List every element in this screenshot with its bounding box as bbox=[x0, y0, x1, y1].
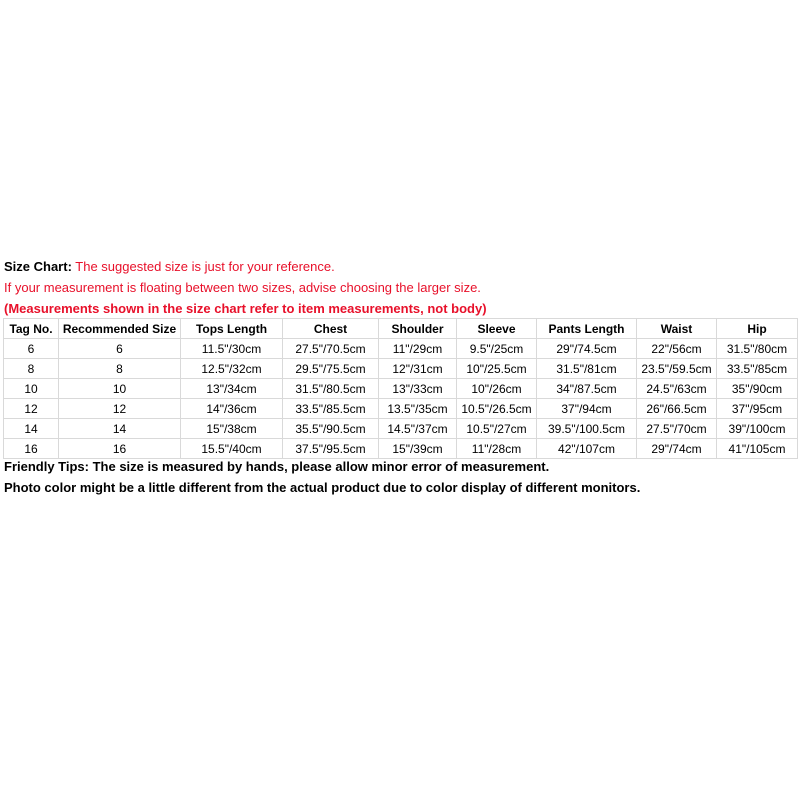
table-cell: 11"/29cm bbox=[379, 339, 457, 359]
table-cell: 35.5"/90.5cm bbox=[283, 419, 379, 439]
table-cell: 39"/100cm bbox=[717, 419, 798, 439]
table-row bbox=[4, 419, 798, 439]
table-cell: 10"/26cm bbox=[457, 379, 537, 399]
table-cell: 42"/107cm bbox=[537, 439, 637, 459]
table-cell: 35"/90cm bbox=[717, 379, 798, 399]
column-header: Sleeve bbox=[457, 319, 537, 339]
table-cell: 15"/38cm bbox=[181, 419, 283, 439]
table-cell: 12.5"/32cm bbox=[181, 359, 283, 379]
reference-note: The suggested size is just for your reference. bbox=[71, 259, 335, 274]
table-cell: 10.5"/27cm bbox=[457, 419, 537, 439]
table-cell: 14 bbox=[59, 419, 181, 439]
table-cell: 10 bbox=[4, 379, 59, 399]
table-cell: 6 bbox=[4, 339, 59, 359]
table-header-row bbox=[4, 319, 798, 339]
size-chart-separator: : bbox=[67, 259, 72, 274]
table-cell: 10 bbox=[59, 379, 181, 399]
table-cell: 33.5"/85cm bbox=[717, 359, 798, 379]
table-cell: 29.5"/75.5cm bbox=[283, 359, 379, 379]
table-header bbox=[4, 319, 798, 339]
column-header: Recommended Size bbox=[59, 319, 181, 339]
table-cell: 11.5"/30cm bbox=[181, 339, 283, 359]
table-cell: 31.5"/81cm bbox=[537, 359, 637, 379]
table-row bbox=[4, 339, 798, 359]
size-chart-table bbox=[3, 318, 798, 459]
intro-line-3: (Measurements shown in the size chart refer to item measurements, not body) bbox=[4, 301, 487, 316]
table-cell: 12 bbox=[4, 399, 59, 419]
table-cell: 12"/31cm bbox=[379, 359, 457, 379]
table-cell: 39.5"/100.5cm bbox=[537, 419, 637, 439]
column-header: Waist bbox=[637, 319, 717, 339]
table-cell: 16 bbox=[4, 439, 59, 459]
table-cell: 34"/87.5cm bbox=[537, 379, 637, 399]
size-chart-intro bbox=[4, 256, 796, 319]
column-header: Tops Length bbox=[181, 319, 283, 339]
table-cell: 8 bbox=[59, 359, 181, 379]
table-cell: 13"/34cm bbox=[181, 379, 283, 399]
intro-line-2: If your measurement is floating between two sizes, advise choosing the larger size. bbox=[4, 280, 481, 295]
table-cell: 31.5"/80cm bbox=[717, 339, 798, 359]
table-cell: 9.5"/25cm bbox=[457, 339, 537, 359]
table-cell: 27.5"/70cm bbox=[637, 419, 717, 439]
size-chart-label: Size Chart bbox=[4, 259, 68, 274]
column-header: Shoulder bbox=[379, 319, 457, 339]
table-cell: 26"/66.5cm bbox=[637, 399, 717, 419]
table-cell: 12 bbox=[59, 399, 181, 419]
table-cell: 14"/36cm bbox=[181, 399, 283, 419]
table-cell: 37.5"/95.5cm bbox=[283, 439, 379, 459]
table-cell: 23.5"/59.5cm bbox=[637, 359, 717, 379]
table-cell: 29"/74cm bbox=[637, 439, 717, 459]
table-cell: 33.5"/85.5cm bbox=[283, 399, 379, 419]
table-cell: 22"/56cm bbox=[637, 339, 717, 359]
table-cell: 16 bbox=[59, 439, 181, 459]
table-cell: 37"/95cm bbox=[717, 399, 798, 419]
table-cell: 8 bbox=[4, 359, 59, 379]
table-body bbox=[4, 339, 798, 459]
table-cell: 6 bbox=[59, 339, 181, 359]
table-cell: 15"/39cm bbox=[379, 439, 457, 459]
table-cell: 10.5"/26.5cm bbox=[457, 399, 537, 419]
table-cell: 27.5"/70.5cm bbox=[283, 339, 379, 359]
column-header: Chest bbox=[283, 319, 379, 339]
table-cell: 29"/74.5cm bbox=[537, 339, 637, 359]
table-cell: 10"/25.5cm bbox=[457, 359, 537, 379]
table-cell: 15.5"/40cm bbox=[181, 439, 283, 459]
table-cell: 24.5"/63cm bbox=[637, 379, 717, 399]
table-cell: 14.5"/37cm bbox=[379, 419, 457, 439]
column-header: Pants Length bbox=[537, 319, 637, 339]
table-cell: 14 bbox=[4, 419, 59, 439]
table-row bbox=[4, 359, 798, 379]
table-cell: 37"/94cm bbox=[537, 399, 637, 419]
tips-line-1: Friendly Tips: The size is measured by hands, please allow minor error of measurement. bbox=[4, 459, 550, 474]
table-cell: 13"/33cm bbox=[379, 379, 457, 399]
table-cell: 13.5"/35cm bbox=[379, 399, 457, 419]
table-row bbox=[4, 399, 798, 419]
table-cell: 41"/105cm bbox=[717, 439, 798, 459]
intro-line-1 bbox=[4, 256, 796, 277]
friendly-tips bbox=[4, 456, 796, 498]
table-row bbox=[4, 379, 798, 399]
table-cell: 11"/28cm bbox=[457, 439, 537, 459]
column-header: Tag No. bbox=[4, 319, 59, 339]
table-cell: 31.5"/80.5cm bbox=[283, 379, 379, 399]
column-header: Hip bbox=[717, 319, 798, 339]
tips-line-2: Photo color might be a little different from the actual product due to color display of different monitors. bbox=[4, 480, 641, 495]
